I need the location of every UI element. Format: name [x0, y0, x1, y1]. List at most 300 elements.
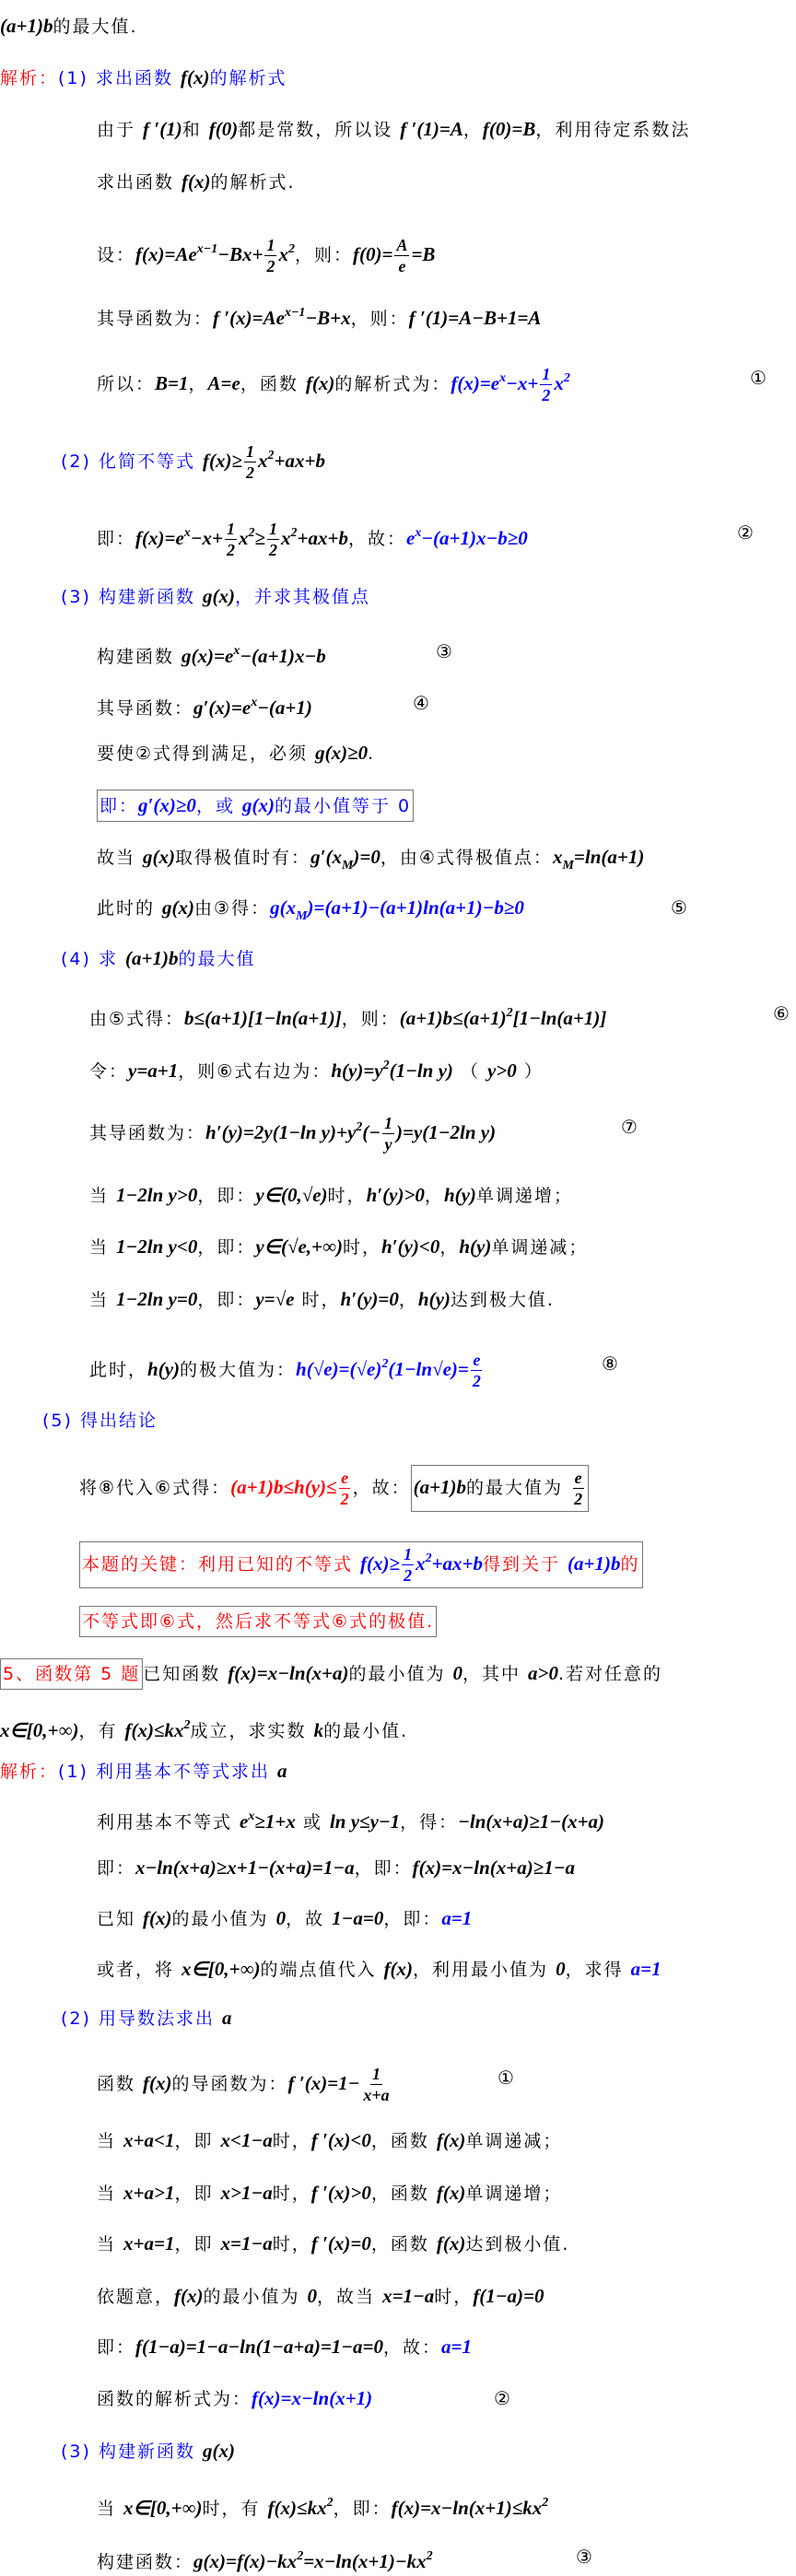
math-expression: g(x): [203, 585, 235, 607]
math-expression: f ′(1): [143, 118, 182, 140]
math-expression: g(x): [241, 794, 275, 816]
text-segment: ，则：: [294, 245, 353, 265]
equation-number: ④: [413, 692, 431, 714]
superscript: 2: [382, 1059, 390, 1072]
math-expression: a: [277, 1760, 287, 1782]
document-line: [89, 1052, 544, 1080]
text-segment: 的导函数为：: [171, 2074, 288, 2094]
text-segment: 单调递减；: [491, 1237, 589, 1258]
document-line: [97, 2384, 512, 2412]
document-line: [97, 894, 689, 923]
text-segment: 时，: [327, 1186, 367, 1206]
fraction-denominator: 2: [340, 1490, 349, 1508]
fraction-numerator: e: [473, 1351, 481, 1369]
math-expression: (1−ln y): [389, 1060, 453, 1082]
document-line: [97, 235, 436, 275]
math-expression: x∈[0,+∞): [123, 2497, 203, 2519]
highlight-box: [97, 790, 414, 822]
text-segment: ，并求其极值点: [235, 587, 371, 607]
superscript: 2: [356, 1120, 363, 1134]
math-expression: g(x): [203, 2440, 235, 2462]
text-segment: 和: [181, 120, 209, 140]
math-expression: h(y): [147, 1358, 181, 1380]
document-line: [61, 582, 370, 610]
text-segment: ，: [462, 120, 483, 140]
math-expression: [1−ln(a+1)]: [512, 1007, 607, 1029]
math-expression: f(x)≤kx: [267, 2497, 327, 2519]
math-expression: +ax+b: [431, 1552, 483, 1575]
document-line: [89, 1181, 573, 1209]
math-expression: y=a+1: [128, 1060, 179, 1082]
text-segment: ，其中: [462, 1664, 529, 1684]
text-segment: 取得极值时有：: [175, 848, 311, 868]
text-segment: ，即: [174, 2184, 221, 2204]
math-expression: (1−ln√e)=: [388, 1358, 469, 1380]
text-segment: 时，: [294, 1290, 341, 1310]
math-expression: −B+x: [305, 307, 351, 329]
text-segment: 当: [97, 2234, 124, 2254]
text-segment: 的最大值为: [466, 1478, 571, 1498]
math-expression: h′(y)=0: [340, 1288, 399, 1310]
text-segment: (4) 求: [61, 949, 125, 969]
text-segment: ）: [516, 1061, 544, 1082]
document-line: [97, 2489, 548, 2517]
math-expression: f(x): [436, 2129, 466, 2151]
document-line: [97, 1854, 575, 1881]
text-segment: 利用基本不等式: [97, 1812, 240, 1832]
text-segment: ，函数: [370, 2234, 437, 2254]
fraction-numerator: 1: [384, 1114, 392, 1132]
math-expression: B=1: [155, 372, 189, 394]
superscript: x: [248, 1809, 255, 1823]
text-segment: 5、函数第 5 题: [3, 1664, 141, 1684]
highlight-box: [79, 1606, 437, 1637]
fraction-numerator: 1: [269, 520, 278, 538]
document-line: [61, 944, 255, 972]
math-expression: x−ln(x+a)≥x+1−(x+a)=1−a: [135, 1856, 355, 1879]
math-expression: h(y)=y: [331, 1060, 383, 1082]
math-expression: x>1−a: [220, 2182, 273, 2204]
math-expression: x: [552, 846, 563, 868]
math-expression: f(x): [383, 1958, 414, 1980]
text-segment: ，函数: [240, 374, 306, 394]
math-expression: (a+1)b≤(a+1): [399, 1007, 507, 1029]
text-segment: 当: [97, 2184, 124, 2204]
math-expression: g′(x: [310, 846, 342, 868]
equation-number: ⑥: [773, 1002, 791, 1025]
math-expression: f ′(x)<0: [310, 2129, 371, 2151]
document-line: [42, 1407, 158, 1434]
document-line: [89, 1113, 639, 1153]
math-expression: x+a>1: [123, 2182, 175, 2204]
text-segment: 即：: [97, 2337, 136, 2358]
math-expression: f ′(1)=A: [400, 118, 463, 140]
math-expression: f(x): [305, 372, 335, 394]
superscript: x: [415, 526, 422, 540]
text-segment: 的解析式.: [210, 172, 296, 193]
text-segment: 单调递减；: [465, 2131, 563, 2151]
fraction-denominator: e: [398, 257, 406, 275]
text-segment: 或: [295, 1812, 330, 1832]
document-line: [0, 12, 138, 40]
math-expression: f ′(x)=Ae: [213, 307, 285, 329]
math-expression: y>0: [487, 1060, 517, 1082]
text-segment: ，求得: [565, 1960, 631, 1980]
text-segment: 由③得：: [194, 898, 271, 919]
text-segment: 即：: [97, 1858, 136, 1879]
math-expression: h(y): [459, 1235, 492, 1258]
document-line: [61, 2437, 235, 2465]
math-expression: b≤(a+1)[1−ln(a+1)]: [184, 1007, 342, 1029]
text-segment: 单调递增；: [475, 1186, 573, 1206]
text-segment: (1) 利用基本不等式求出: [58, 1762, 278, 1782]
text-segment: ，则：: [341, 1009, 400, 1029]
text-segment: 当: [89, 1290, 117, 1310]
text-segment: (5) 得出结论: [42, 1411, 158, 1431]
fraction: [394, 235, 409, 276]
text-segment: 已知函数: [143, 1664, 228, 1684]
fraction-numerator: A: [396, 236, 408, 254]
math-expression: f(x)=x−ln(x+a)≥1−a: [412, 1856, 575, 1879]
text-segment: ，即: [174, 2131, 221, 2151]
math-expression: g(x: [270, 896, 297, 919]
document-line: [89, 1000, 791, 1029]
math-expression: a=1: [441, 2336, 472, 2358]
superscript: 2: [183, 1718, 191, 1732]
document-line: [89, 1233, 588, 1260]
fraction-denominator: 2: [227, 541, 235, 559]
math-expression: f(x): [143, 2072, 172, 2094]
math-expression: −(a+1)x−b: [240, 645, 326, 667]
document-line: [97, 2126, 562, 2154]
document-line: [61, 2004, 232, 2032]
text-segment: 由于: [97, 120, 144, 140]
math-expression: A=e: [207, 372, 240, 394]
text-segment: (3) 构建新函数: [61, 587, 203, 607]
text-segment: （: [452, 1061, 487, 1082]
text-segment: 要使②式得到满足，必须: [97, 744, 316, 764]
math-expression: h(y): [443, 1184, 476, 1206]
math-expression: −(a+1)x−b≥0: [421, 527, 528, 549]
fraction: [382, 1113, 394, 1154]
math-expression: x∈[0,+∞): [0, 1719, 79, 1741]
math-expression: e: [405, 527, 416, 549]
superscript: x: [499, 371, 507, 385]
text-segment: ，即：: [383, 1909, 442, 1929]
fraction-numerator: 1: [227, 520, 235, 538]
math-expression: h(y): [417, 1288, 451, 1310]
text-segment: ，利用待定系数法: [535, 120, 691, 140]
highlight-box: [0, 1658, 143, 1690]
text-segment: 求出函数: [97, 172, 182, 193]
math-expression: x: [281, 527, 291, 549]
math-expression: f(x)≥: [360, 1552, 401, 1575]
text-segment: (2) 用导数法求出: [61, 2008, 222, 2029]
text-segment: ，故：: [352, 1478, 411, 1498]
text-segment: 本题的关键：利用已知的不等式: [82, 1554, 361, 1575]
fraction-numerator: 1: [266, 236, 275, 254]
text-segment: ，即: [174, 2234, 221, 2254]
math-expression: −(a+1): [257, 697, 312, 719]
document-line: [0, 1712, 408, 1739]
subscript: M: [341, 859, 354, 872]
text-segment: ，则：: [350, 309, 409, 329]
document-line: [97, 2543, 594, 2572]
document-line: [79, 1465, 589, 1508]
math-expression: 1−a=0: [332, 1907, 384, 1929]
text-segment: ，故：: [347, 529, 406, 549]
text-segment: 或者，将: [97, 1960, 182, 1980]
subscript: M: [562, 859, 574, 872]
text-segment: ，则⑥式右边为：: [178, 1061, 332, 1082]
fraction: [267, 519, 279, 560]
math-expression: )=0: [353, 846, 380, 868]
math-expression: x: [278, 243, 288, 265]
text-segment: 构建函数: [97, 647, 182, 667]
math-expression: ≥: [254, 527, 266, 549]
superscript: 2: [563, 371, 570, 385]
highlight-box: [411, 1465, 590, 1512]
text-segment: 达到极大值.: [450, 1290, 555, 1310]
math-expression: ≥1+x: [254, 1810, 296, 1832]
math-expression: x: [416, 1552, 426, 1575]
document-line: [97, 299, 541, 327]
math-expression: f(x): [436, 2232, 466, 2254]
math-expression: +ax+b: [297, 527, 348, 549]
math-expression: y∈(√e,+∞): [255, 1235, 343, 1258]
equation-number: ①: [750, 367, 768, 389]
document-line: [89, 1285, 555, 1313]
superscript: 2: [425, 1551, 432, 1565]
text-segment: ，即：: [354, 1858, 413, 1879]
math-expression: a=1: [630, 1958, 661, 1980]
text-segment: 的端点值代入: [260, 1960, 384, 1980]
math-expression: g(x): [162, 896, 195, 919]
math-expression: (a+1)b: [568, 1552, 621, 1575]
document-line: [97, 2333, 472, 2360]
superscript: x−1: [284, 306, 306, 320]
text-segment: ，函数: [370, 2184, 437, 2204]
math-expression: x∈[0,+∞): [181, 1958, 261, 1980]
text-segment: 依题意，: [97, 2287, 175, 2307]
math-expression: f(x)=x−ln(x+1): [252, 2387, 373, 2409]
document-line: [97, 2179, 562, 2207]
math-expression: g(x)=e: [181, 645, 234, 667]
math-expression: f(0): [208, 118, 239, 140]
text-segment: ，利用最小值为: [413, 1960, 556, 1980]
math-expression: h′(y)>0: [366, 1184, 425, 1206]
superscript: 2: [248, 526, 255, 540]
text-segment: ，函数: [370, 2131, 437, 2151]
math-expression: f ′(x)=0: [310, 2232, 371, 2254]
fraction: [225, 519, 237, 560]
text-segment: 的最小值等于 0: [274, 796, 412, 816]
text-segment: 的: [620, 1554, 640, 1575]
math-expression: f(x)=x−ln(x+1)≤kx: [391, 2497, 543, 2519]
fraction: [361, 2064, 391, 2105]
text-segment: 令：: [89, 1061, 129, 1082]
document-line: [97, 1955, 661, 1983]
math-expression: (a+1)b: [0, 15, 53, 37]
text-segment: 得到关于: [483, 1554, 568, 1575]
math-expression: g′(x)=e: [193, 697, 252, 719]
equation-number: ⑧: [602, 1352, 620, 1375]
document-line: [0, 1757, 287, 1785]
document-line: [0, 1658, 662, 1686]
text-segment: 都是常数，所以设: [238, 120, 401, 140]
document-line: [79, 1541, 643, 1585]
text-segment: 当: [89, 1237, 117, 1258]
text-segment: 时，: [272, 2131, 311, 2151]
text-segment: ，或: [195, 796, 242, 816]
highlight-box: [79, 1541, 643, 1588]
fraction-denominator: 2: [266, 257, 275, 275]
text-segment: 构建函数：: [97, 2552, 194, 2572]
document-line: [97, 689, 431, 719]
superscript: x: [251, 696, 258, 709]
math-expression: 1−2ln y>0: [116, 1184, 198, 1206]
math-expression: 1−2ln y<0: [116, 1235, 198, 1258]
text-segment: 时，: [342, 1237, 381, 1258]
text-segment: 时，: [272, 2234, 311, 2254]
math-expression: x=1−a: [220, 2232, 273, 2254]
document-line: [97, 115, 690, 143]
text-segment: ，即：: [197, 1237, 256, 1258]
math-expression: 0: [307, 2285, 318, 2307]
fraction: [402, 1544, 414, 1586]
text-segment: 的最大值.: [53, 17, 138, 37]
text-segment: 由⑤式得：: [89, 1009, 185, 1029]
document-line: [97, 1803, 604, 1831]
math-expression: a: [222, 2007, 232, 2029]
math-expression: f ′(x)=1−: [287, 2072, 360, 2094]
text-segment: 成立，求实数: [190, 1721, 314, 1741]
text-segment: 的最小值为: [348, 1664, 453, 1684]
text-segment: ，有: [78, 1721, 125, 1741]
text-segment: 即：: [100, 796, 139, 816]
math-expression: 0: [556, 1958, 566, 1980]
equation-number: ③: [436, 640, 454, 662]
text-segment: 解析：: [0, 68, 59, 88]
text-segment: 的解析式为：: [334, 374, 451, 394]
superscript: 2: [326, 2496, 334, 2510]
math-expression: e: [240, 1810, 249, 1832]
document-line: [97, 1904, 472, 1932]
text-segment: 函数的解析式为：: [97, 2389, 252, 2409]
math-expression: f(x)=x−ln(x+a): [228, 1662, 349, 1684]
text-segment: 的最小值为: [171, 1909, 276, 1929]
fraction-numerator: 1: [404, 1545, 413, 1563]
equation-number: ②: [737, 521, 755, 544]
math-expression: )=(a+1)−(a+1)ln(a+1)−b≥0: [307, 896, 524, 919]
math-expression: f(x): [174, 2285, 204, 2307]
math-expression: 0: [452, 1662, 462, 1684]
text-segment: ，: [424, 1186, 444, 1206]
math-expression: f(0)=B: [482, 118, 536, 140]
math-expression: −x+: [506, 372, 539, 394]
text-segment: 当: [97, 2131, 124, 2151]
document-line: [97, 739, 375, 767]
text-segment: 故当: [97, 848, 144, 868]
equation-number: ⑤: [671, 896, 689, 919]
math-expression: f(x)=Ae: [135, 243, 197, 265]
math-expression: x: [554, 372, 564, 394]
math-expression: x<1−a: [220, 2129, 273, 2151]
fraction: [339, 1468, 351, 1509]
math-expression: f(x): [181, 66, 210, 88]
text-segment: (3) 构建新函数: [61, 2441, 203, 2462]
equation-number: ⑦: [621, 1116, 639, 1138]
fraction-denominator: x+a: [363, 2086, 390, 2104]
fraction-denominator: y: [384, 1135, 392, 1153]
math-expression: −ln(x+a)≥1−(x+a): [458, 1810, 605, 1832]
math-expression: x+a=1: [123, 2232, 175, 2254]
math-expression: g(x)≥0: [315, 742, 369, 764]
text-segment: 时，有: [202, 2499, 268, 2519]
math-expression: x+a<1: [123, 2129, 175, 2151]
superscript: 2: [381, 1357, 389, 1371]
text-segment: 达到极小值.: [465, 2234, 570, 2254]
superscript: x−1: [196, 242, 218, 256]
document-line: [61, 441, 325, 482]
fraction-denominator: 2: [472, 1372, 481, 1390]
equation-number: ③: [576, 2546, 594, 2568]
text-segment: 的最小值为: [203, 2287, 308, 2307]
math-expression: f(x): [143, 1907, 172, 1929]
text-segment: 其导函数为：: [97, 309, 214, 329]
document-line: [97, 2282, 544, 2310]
text-segment: 设：: [97, 245, 136, 265]
fraction: [471, 1350, 483, 1391]
fraction: [244, 441, 256, 483]
text-segment: (2) 化简不等式: [61, 451, 203, 472]
document-line: [0, 64, 287, 91]
superscript: x: [233, 644, 240, 658]
subscript: M: [296, 909, 308, 923]
math-expression: =ln(a+1): [573, 846, 645, 868]
math-expression: (−: [362, 1121, 380, 1143]
text-segment: 此时的: [97, 898, 163, 919]
math-expression: +ax+b: [274, 450, 325, 472]
fraction-numerator: 1: [246, 442, 255, 461]
text-segment: 单调递增；: [465, 2184, 563, 2204]
math-expression: (a+1)b≤h(y)≤: [230, 1476, 337, 1498]
superscript: 2: [290, 526, 298, 540]
text-segment: ，即：: [197, 1186, 256, 1206]
text-segment: 所以：: [97, 374, 156, 394]
math-expression: y=√e: [255, 1288, 295, 1310]
text-segment: 的最小值.: [323, 1721, 409, 1741]
text-segment: 将⑧代入⑥式得：: [79, 1478, 231, 1498]
math-expression: h′(y)<0: [381, 1235, 440, 1258]
superscript: x: [183, 526, 191, 540]
document-line: [89, 1350, 620, 1390]
superscript: 2: [267, 449, 275, 463]
fraction-denominator: 2: [246, 463, 255, 482]
text-segment: 其导函数为：: [89, 1123, 206, 1143]
document-line: [97, 2064, 516, 2104]
math-expression: (a+1)b: [125, 947, 179, 969]
math-expression: (a+1)b: [413, 1476, 467, 1498]
math-expression: g(x)=f(x)−kx: [193, 2550, 298, 2572]
document-line: [97, 843, 644, 871]
text-segment: 时，: [434, 2287, 474, 2307]
fraction-denominator: 2: [404, 1566, 413, 1585]
math-expression: a=1: [441, 1907, 473, 1929]
superscript: 2: [542, 2496, 549, 2510]
text-segment: ，故: [286, 1909, 333, 1929]
fraction-numerator: 1: [372, 2065, 380, 2083]
